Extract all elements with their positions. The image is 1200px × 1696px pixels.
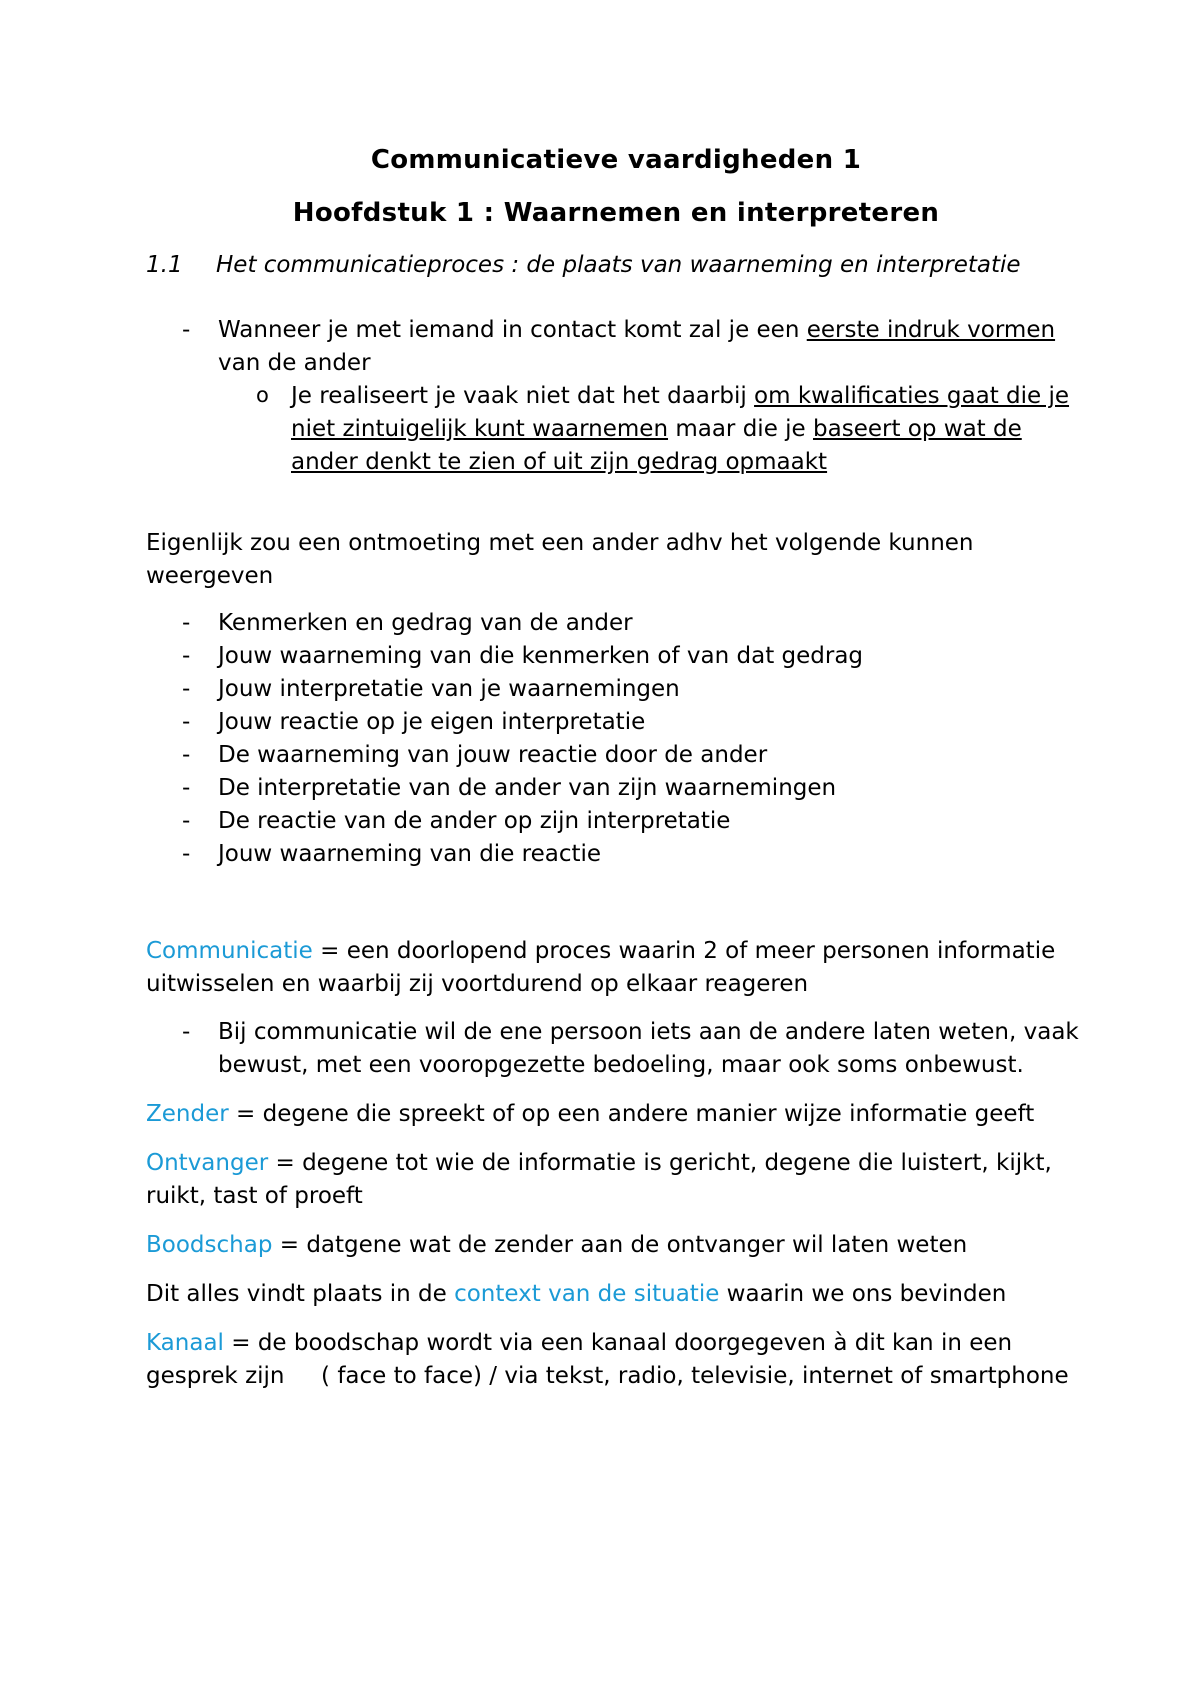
intro-bullet-text: Wanneer je met iemand in contact komt zal je een — [218, 317, 807, 343]
list-item — [146, 805, 1086, 838]
bullet-dash: - — [182, 841, 191, 867]
definition-zender-text: = degene die spreekt of op een andere manier wijze informatie geeft — [228, 1101, 1035, 1127]
document-title: Communicatieve vaardigheden 1 — [370, 145, 862, 175]
list-item-text: Jouw interpretatie van je waarnemingen — [218, 676, 680, 702]
bullet-dash: - — [182, 1019, 191, 1045]
paragraph-ontmoeting: Eigenlijk zou een ontmoeting met een ander adhv het volgende kunnen weergeven — [146, 530, 974, 589]
list-item-text: Jouw waarneming van die reactie — [218, 841, 602, 867]
bullet-dash: - — [182, 676, 191, 702]
sub-bullet — [146, 380, 1086, 479]
bullet-dash: - — [182, 742, 191, 768]
sub-bullet-underlined-2: baseert op wat de ander denkt te zien of uit zijn gedrag opmaakt — [291, 416, 1022, 475]
list-item — [146, 739, 1086, 772]
list-item — [146, 772, 1086, 805]
sub-bullet-text-mid: maar die je — [668, 416, 814, 442]
bullet-dash: - — [182, 808, 191, 834]
bullet-dash: - — [182, 610, 191, 636]
intro-bullet — [146, 314, 1086, 380]
definition-boodschap-text: = datgene wat de zender aan de ontvanger wil laten weten — [272, 1232, 968, 1258]
definition-ontvanger — [146, 1147, 1086, 1213]
list-item — [146, 640, 1086, 673]
list-item-text: Jouw waarneming van die kenmerken of van dat gedrag — [218, 643, 864, 669]
document-body — [146, 142, 1086, 1393]
sub-bullet-text: Je realiseert je vaak niet dat het daarbij — [291, 383, 755, 409]
list-item — [146, 673, 1086, 706]
bullet-dash: - — [182, 317, 191, 343]
section-heading — [146, 249, 1086, 282]
term-communicatie: Communicatie — [146, 938, 313, 964]
list-item-text: De waarneming van jouw reactie door de ander — [218, 742, 768, 768]
intro-bullet-text-end: van de ander — [218, 350, 371, 376]
term-boodschap: Boodschap — [146, 1232, 273, 1258]
section-number: 1.1 — [146, 252, 183, 278]
intro-bullet-underlined: eerste indruk vormen — [806, 317, 1056, 343]
term-ontvanger: Ontvanger — [146, 1150, 269, 1176]
list-item-text: De reactie van de ander op zijn interpretatie — [218, 808, 731, 834]
communicatie-bullet-text: Bij communicatie wil de ene persoon iets aan de andere laten weten, vaak bewust, met een vooropgezette bedoeling, maar ook soms onbewust. — [218, 1019, 1079, 1078]
chapter-heading: Hoofdstuk 1 : Waarnemen en interpreteren — [292, 198, 940, 228]
definition-communicatie — [146, 935, 1086, 1001]
bullet-dash: - — [182, 775, 191, 801]
bullet-dash: - — [182, 643, 191, 669]
ontmoeting-list — [146, 607, 1086, 871]
context-text-after: waarin we ons bevinden — [719, 1281, 1007, 1307]
list-item — [146, 838, 1086, 871]
bullet-dash: - — [182, 709, 191, 735]
term-zender: Zender — [146, 1101, 229, 1127]
list-item-text: De interpretatie van de ander van zijn waarnemingen — [218, 775, 837, 801]
definition-communicatie-text: = een doorlopend proces waarin 2 of meer personen informatie uitwisselen en waarbij zij voortdurend op elkaar reageren — [146, 938, 1056, 997]
section-title: Het communicatieproces : de plaats van waarneming en interpretatie — [216, 252, 1021, 278]
communicatie-bullet — [146, 1016, 1086, 1082]
definition-ontvanger-text: = degene tot wie de informatie is gericht, degene die luistert, kijkt, ruikt, tast of proeft — [146, 1150, 1052, 1209]
definition-context — [146, 1278, 1086, 1311]
list-item-text: Jouw reactie op je eigen interpretatie — [218, 709, 646, 735]
definition-boodschap — [146, 1229, 1086, 1262]
definition-kanaal-text: = de boodschap wordt via een kanaal doorgegeven à dit kan in een gesprek zijn ( face to face) / via tekst, radio, televisie, internet of smartphone — [146, 1330, 1069, 1389]
list-item-text: Kenmerken en gedrag van de ander — [218, 610, 633, 636]
list-item — [146, 607, 1086, 640]
sub-bullet-underlined-1: om kwalificaties gaat die je niet zintuigelijk kunt waarnemen — [291, 383, 1070, 442]
term-kanaal: Kanaal — [146, 1330, 224, 1356]
list-item — [146, 706, 1086, 739]
term-context: context van de situatie — [454, 1281, 720, 1307]
definition-zender — [146, 1098, 1086, 1131]
circle-bullet-icon: o — [256, 383, 269, 407]
context-text-before: Dit alles vindt plaats in de — [146, 1281, 455, 1307]
definition-kanaal — [146, 1327, 1086, 1393]
